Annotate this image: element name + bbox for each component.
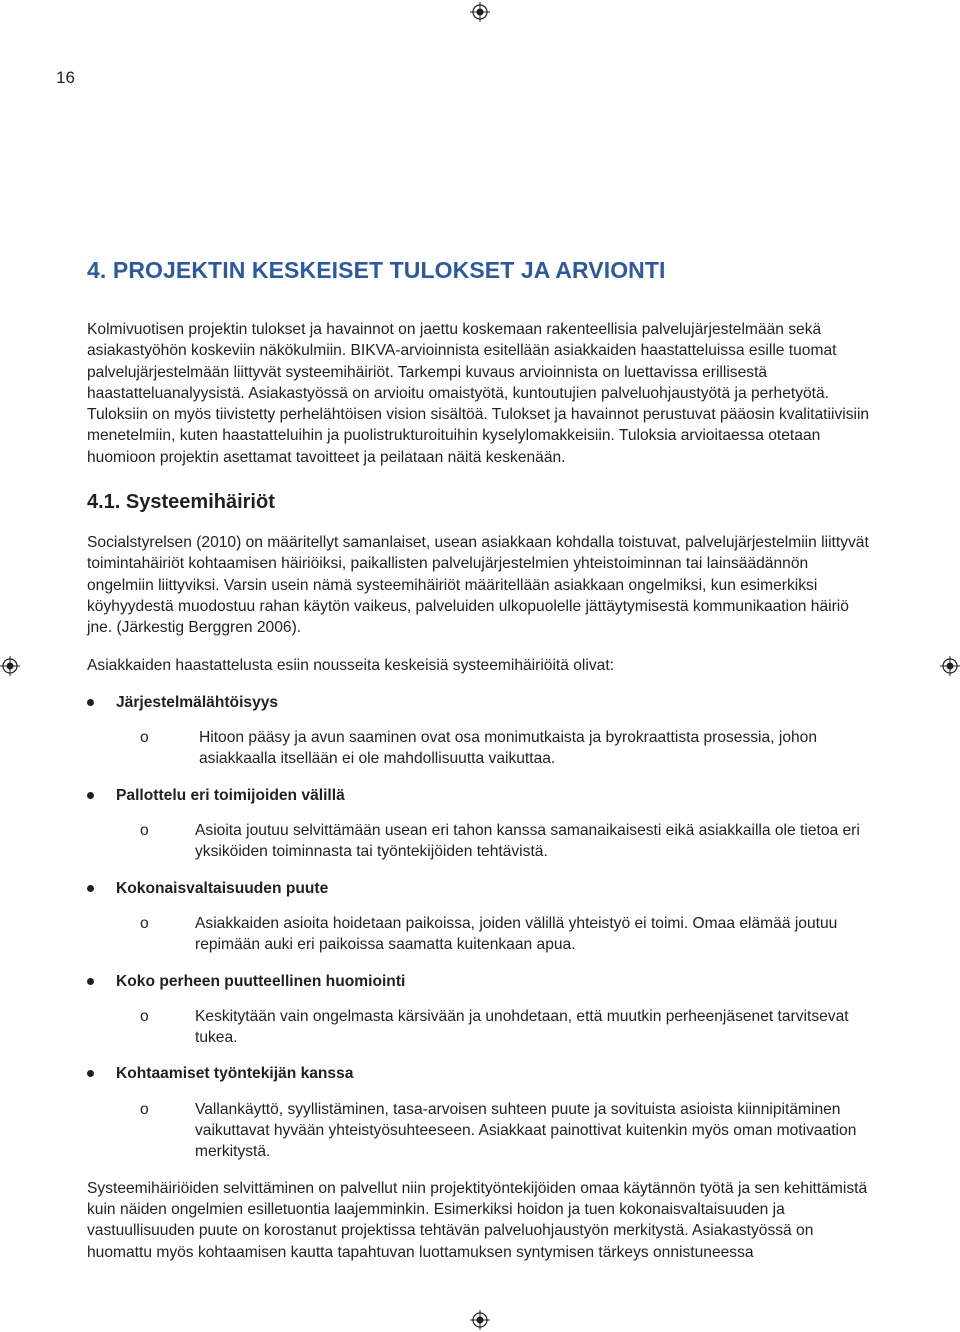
page-content — [87, 255, 873, 1263]
issue-heading-text: Järjestelmälähtöisyys — [116, 693, 279, 711]
bullet-icon — [87, 699, 94, 706]
issue-detail — [87, 727, 873, 770]
bullet-icon — [87, 792, 94, 799]
issue-heading — [87, 785, 873, 806]
issue-detail — [87, 1099, 873, 1163]
issues-lead-in: Asiakkaiden haastattelusta esiin nousseita keskeisiä systeemihäiriöitä olivat: — [87, 656, 614, 674]
circle-bullet-icon: o — [140, 729, 149, 747]
issue-detail-text: Vallankäyttö, syyllistäminen, tasa-arvoisen suhteen puute ja sovituista asioista kiinnipitäminen vaikuttavat hyvään yhteistyösuhteeseen. Asiakkaat painottivat kuitenkin myös oman motivaation merkitystä. — [195, 1100, 857, 1161]
issue-detail-text: Asiakkaiden asioita hoidetaan paikoissa, joiden välillä yhteistyö ei toimi. Omaa elämää joutuu repimään auki eri paikoissa saamatta kuitenkaan apua. — [195, 914, 838, 954]
registration-mark-bottom-icon — [470, 1310, 490, 1330]
list-item — [87, 1063, 873, 1162]
circle-bullet-icon: o — [140, 914, 149, 932]
list-item — [87, 785, 873, 863]
issue-detail — [87, 913, 873, 956]
list-item — [87, 692, 873, 770]
list-item — [87, 878, 873, 956]
chapter-title: 4. PROJEKTIN KESKEISET TULOKSET JA ARVIONTI — [87, 257, 666, 283]
issue-detail-text: Keskitytään vain ongelmasta kärsivään ja unohdetaan, että muutkin perheenjäsenet tarvitsevat tukea. — [195, 1007, 849, 1047]
registration-mark-right-icon — [940, 656, 960, 676]
issue-heading-text: Pallottelu eri toimijoiden välillä — [116, 786, 345, 804]
bullet-icon — [87, 978, 94, 985]
registration-mark-top-icon — [470, 2, 490, 22]
issue-detail — [87, 820, 873, 863]
issue-detail-text: Asioita joutuu selvittämään usean eri tahon kanssa samanaikaisesti eikä asiakkailla ole tietoa eri yksiköiden toiminnasta tai työntekijöiden tehtävistä. — [195, 822, 860, 861]
circle-bullet-icon: o — [140, 1100, 149, 1118]
system-issues-list — [87, 692, 873, 1163]
issue-detail-text: Hitoon pääsy ja avun saaminen ovat osa monimutkaista ja byrokraattista prosessia, johon asiakkaalla itsellään ei ole mahdollisuutta vaikuttaa. — [199, 729, 818, 768]
issue-heading — [87, 878, 873, 899]
intro-paragraph: Kolmivuotisen projektin tulokset ja havainnot on jaettu koskemaan rakenteellisia palvelujärjestelmään sekä asiakastyöhön koskeviin näkökulmiin. BIKVA-arvioinnista esitellään asiakkaiden haastatteluissa esille tuomat palvelujärjestelmään liittyvät systeemihäiriöt. Tarkempi kuvaus arvioinnista on luettavissa erillisestä haastatteluanalyysistä. Asiakastyössä on arvioitu omaistyötä, kuntoutujien palveluohjaustyötä ja perhetyötä. Tuloksiin on myös tiivistetty perhelähtöisen vision sisältöä. Tulokset ja havainnot perustuvat pääosin kvalitatiivisiin menetelmiin, kuten haastatteluihin ja puolistrukturoituihin kyselylomakkeisiin. Tuloksia arvioitaessa otetaan huomioon projektin asettamat tavoitteet ja peilataan näitä keskenään. — [87, 321, 870, 466]
section-title: 4.1. Systeemihäiriöt — [87, 491, 275, 514]
closing-paragraph: Systeemihäiriöiden selvittäminen on palvellut niin projektityöntekijöiden omaa käytännön työtä ja sen kehittämistä kuin näiden ongelmien esilletuontia laajemminkin. Esimerkiksi hoidon ja tuen kokonaisvaltaisuuden ja vastuullisuuden puute on korostanut projektissa tehtävän palveluohjaustyön merkitystä. Asiakastyössä on huomattu myös kohtaamisen kautta tapahtuvan luottamuksen syntymisen tärkeys onnistuneessa — [87, 1179, 868, 1261]
bullet-icon — [87, 1070, 94, 1077]
issue-heading-text: Kokonaisvaltaisuuden puute — [116, 879, 329, 897]
circle-bullet-icon: o — [140, 1007, 149, 1025]
bullet-icon — [87, 885, 94, 892]
issue-heading-text: Koko perheen puutteellinen huomiointi — [116, 972, 406, 990]
list-item — [87, 971, 873, 1049]
issue-heading — [87, 1063, 873, 1084]
registration-mark-left-icon — [0, 656, 20, 676]
issue-heading — [87, 971, 873, 992]
issue-heading — [87, 692, 873, 713]
section-paragraph: Socialstyrelsen (2010) on määritellyt samanlaiset, usean asiakkaan kohdalla toistuvat, palvelujärjestelmiin liittyvät toimintahäiriöt kohtaamisen häiriöiksi, paikallisten palvelujärjestelmien yhteistoiminnan tai lainsäädännön ongelmiin liittyviksi. Varsin usein nämä systeemihäiriöt määritellään asiakkaan ongelmiksi, kun esimerkiksi köyhyydestä muodostuu rahan käytön vaikeus, palveluiden ulkopuolelle jättäytymisestä kommunikaation häiriö jne. (Järkestig Berggren 2006). — [87, 534, 869, 637]
issue-heading-text: Kohtaamiset työntekijän kanssa — [116, 1065, 354, 1083]
issue-detail — [87, 1006, 873, 1049]
circle-bullet-icon: o — [140, 822, 149, 840]
page-number: 16 — [56, 68, 75, 87]
